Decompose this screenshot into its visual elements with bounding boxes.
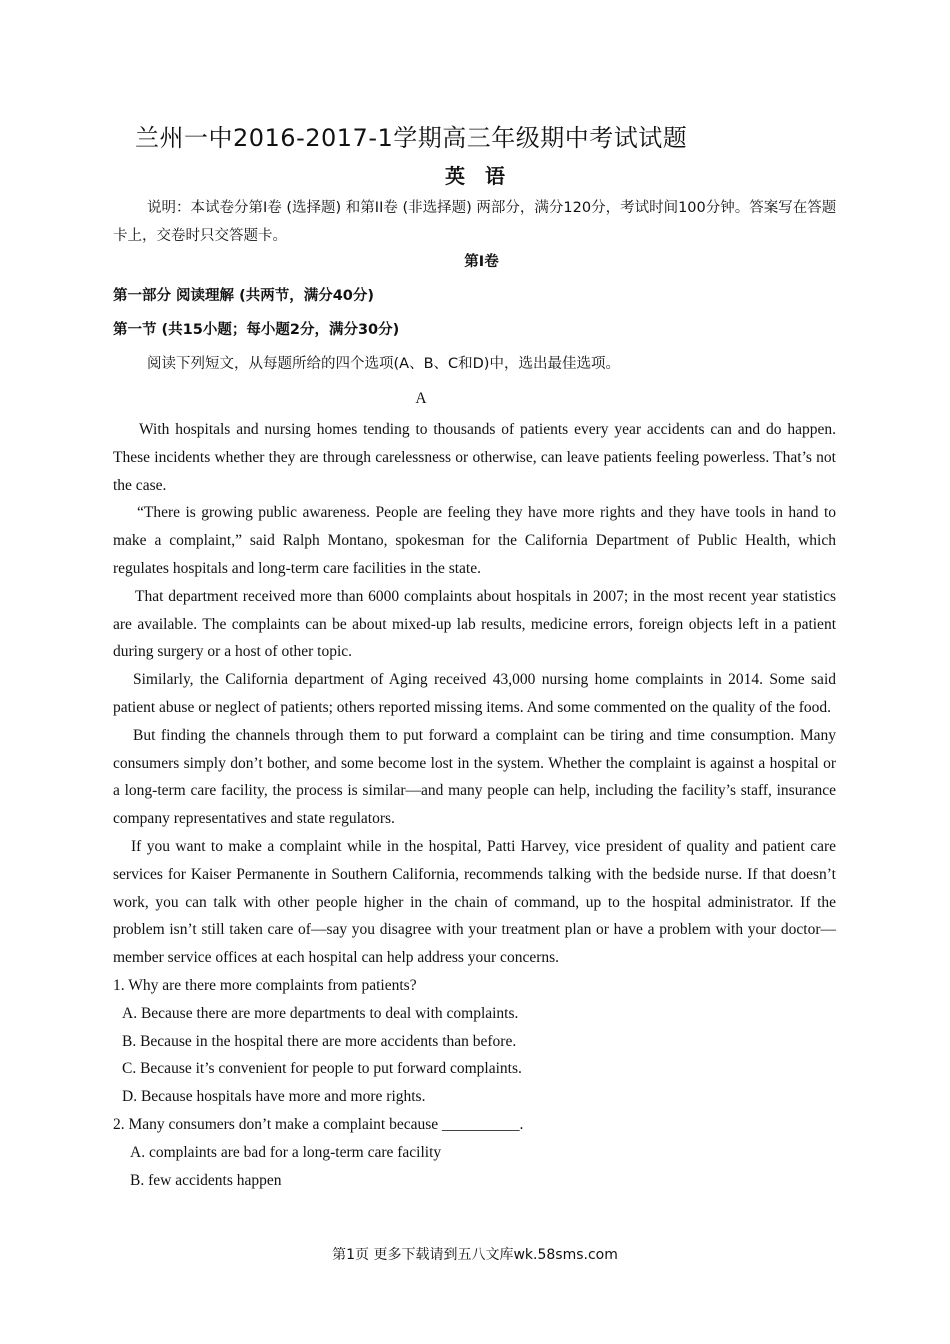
part-heading: 第一部分 阅读理解 (共两节，满分40分) [113, 288, 375, 304]
instructions: 说明：本试卷分第I卷 (选择题) 和第II卷 (非选择题) 两部分，满分120分，考试时间100分钟。答案写在答题卡上，交卷时只交答题卡。 [113, 200, 837, 244]
exam-title: 兰州一中2016-2017-1学期高三年级期中考试试题 [135, 124, 688, 152]
subject-title: 英 语 [445, 164, 505, 188]
answer-option: C. Because it’s convenient for people to put forward complaints. [122, 1060, 522, 1078]
paragraph: With hospitals and nursing homes tending to thousands of patients every year accidents can and do happen. These incidents whether they are through carelessness or otherwise, can leave patients feeling powerless. That’s not the case. [113, 421, 836, 494]
paragraph: If you want to make a complaint while in the hospital, Patti Harvey, vice president of quality and patient care services for Kaiser Permanente in Southern California, recommends talking with the bedside nurse. If that doesn’t work, you can talk with other people higher in the chain of command, up to the hospital administrator. If the problem isn’t still taken care of—say you disagree with your treatment plan or have a problem with your doctor—member service offices at each hospital can help address your concerns. [113, 837, 836, 967]
volume-heading: 第I卷 [464, 254, 499, 270]
answer-option: B. Because in the hospital there are more accidents than before. [122, 1032, 517, 1050]
question-stem: 2. Many consumers don’t make a complaint because __________. [113, 1115, 524, 1133]
answer-option: B. few accidents happen [130, 1171, 282, 1189]
reading-passage [113, 416, 836, 1194]
answer-option: A. complaints are bad for a long-term care facility [130, 1143, 442, 1161]
paragraph: That department received more than 6000 complaints about hospitals in 2007; in the most recent year statistics are available. The complaints can be about mixed-up lab results, medicine errors, foreign objects left in a patient during surgery or a host of other topic. [113, 587, 836, 661]
answer-option: A. Because there are more departments to deal with complaints. [122, 1004, 519, 1022]
directions: 阅读下列短文，从每题所给的四个选项(A、B、C和D)中，选出最佳选项。 [147, 356, 620, 372]
answer-option: D. Because hospitals have more and more rights. [122, 1088, 426, 1106]
paragraph: Similarly, the California department of Aging received 43,000 nursing home complaints in 2014. Some said patient abuse or neglect of patients; others reported missing items. And some commented on the quality of the food. [113, 671, 836, 716]
passage-label: A [415, 390, 427, 407]
paragraph: But finding the channels through them to put forward a complaint can be tiring and time consumption. Many consumers simply don’t bother, and some become lost in the system. Whether the complaint is against a hospital or a long-term care facility, the process is similar—and many people can help, including the facility’s staff, insurance company representatives and state regulators. [113, 726, 836, 828]
paragraph: “There is growing public awareness. People are feeling they have more rights and they have tools in hand to make a complaint,” said Ralph Montano, spokesman for the California Department of Public Health, which regulates hospitals and long-term care facilities in the state. [113, 504, 836, 577]
page-footer: 第1页 更多下载请到五八文库wk.58sms.com [332, 1247, 618, 1263]
section-heading: 第一节 (共15小题；每小题2分，满分30分) [113, 322, 400, 338]
question-stem: 1. Why are there more complaints from patients? [113, 976, 417, 994]
